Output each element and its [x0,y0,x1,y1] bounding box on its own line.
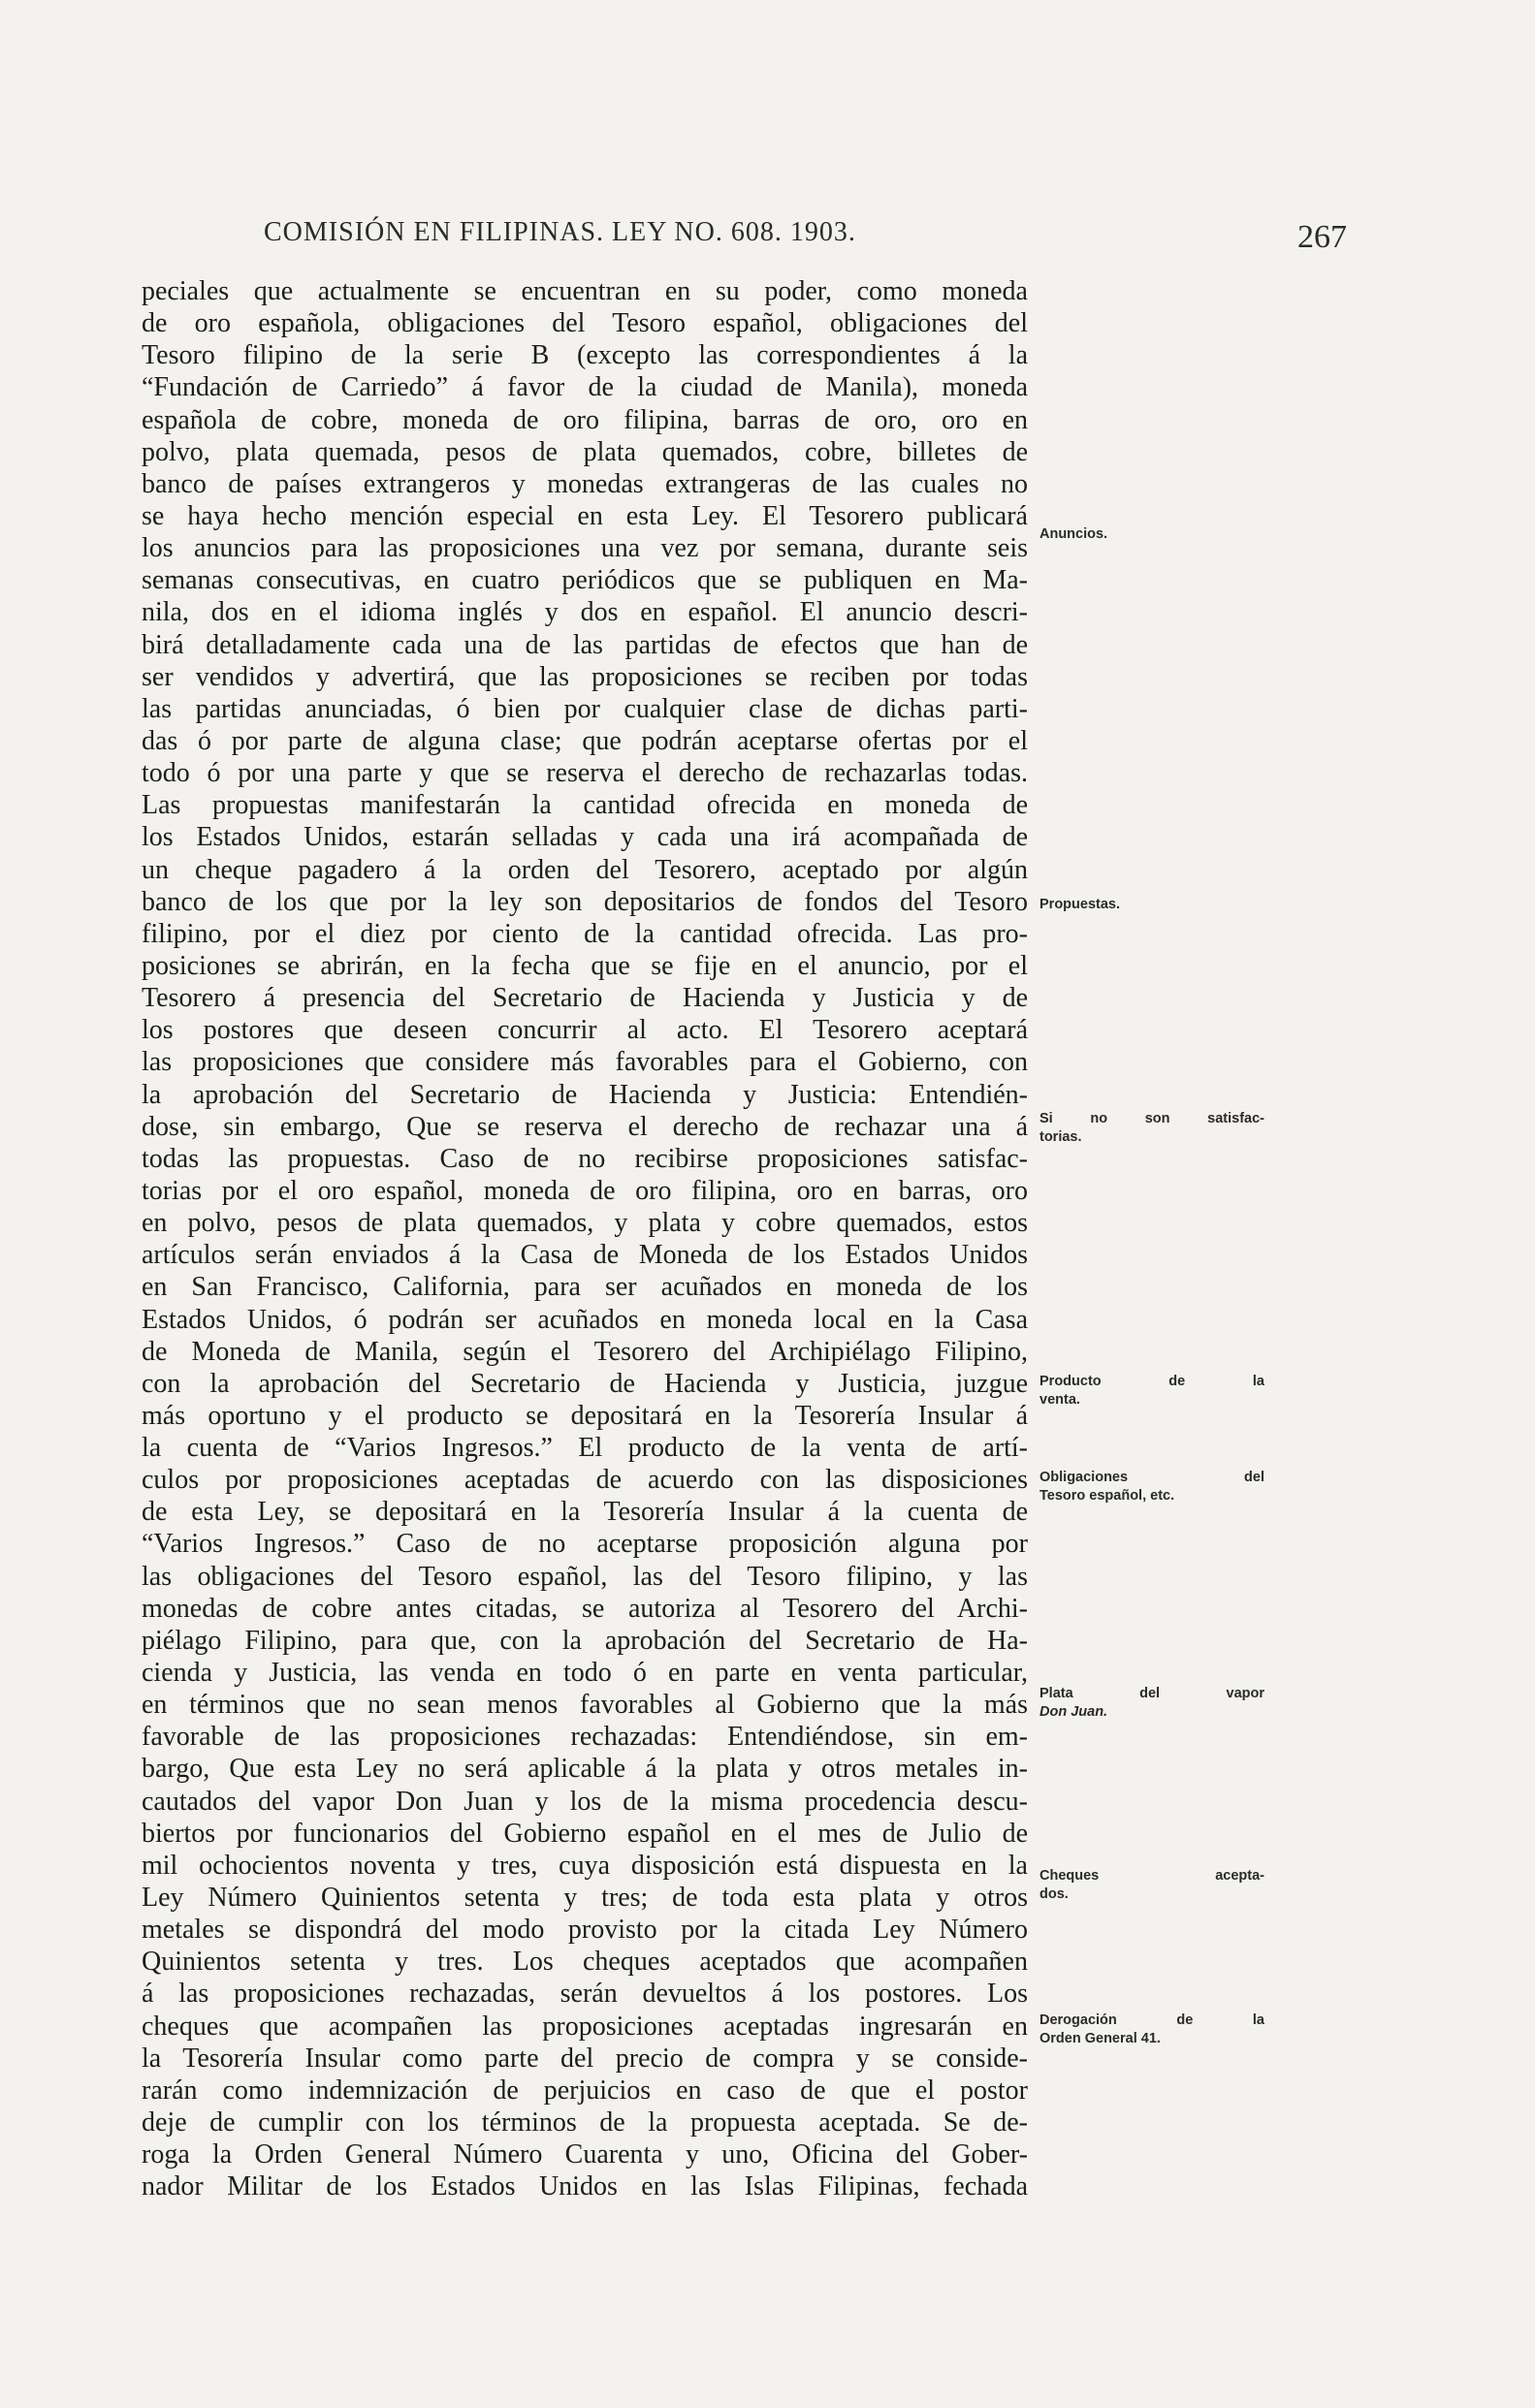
body-line: cheques que acompañen las proposiciones aceptadas ingresarán en [142,2011,1028,2042]
body-line: la Tesorería Insular como parte del precio de compra y se conside- [142,2043,1028,2074]
body-line: rarán como indemnización de perjuicios en caso de que el postor [142,2075,1028,2106]
margin-note-line: Producto de la [1039,1374,1264,1389]
body-line: más oportuno y el producto se depositará en la Tesorería Insular á [142,1400,1028,1431]
body-line: Tesorero á presencia del Secretario de Hacienda y Justicia y de [142,983,1028,1014]
body-line: Quinientos setenta y tres. Los cheques aceptados que acompañen [142,1947,1028,1978]
body-line: nador Militar de los Estados Unidos en las Islas Filipinas, fechada [142,2171,1028,2202]
margin-note-line: Obligaciones del [1039,1470,1264,1485]
body-line: las proposiciones que considere más favorables para el Gobierno, con [142,1047,1028,1078]
margin-note-line: Orden General 41. [1039,2031,1161,2046]
body-line: semanas consecutivas, en cuatro periódicos que se publiquen en Ma- [142,565,1028,596]
body-line: “Varios Ingresos.” Caso de no aceptarse proposición alguna por [142,1529,1028,1560]
margin-note-line: dos. [1039,1886,1069,1902]
body-line: biertos por funcionarios del Gobierno español en el mes de Julio de [142,1818,1028,1849]
body-line: á las proposiciones rechazadas, serán devueltos á los postores. Los [142,1979,1028,2010]
body-line: birá detalladamente cada una de las partidas de efectos que han de [142,629,1028,660]
body-line: nila, dos en el idioma inglés y dos en español. El anuncio descri- [142,597,1028,628]
body-line: con la aprobación del Secretario de Hacienda y Justicia, juzgue [142,1368,1028,1399]
body-line: piélago Filipino, para que, con la aprobación del Secretario de Ha- [142,1625,1028,1656]
body-line: cautados del vapor Don Juan y los de la misma procedencia descu- [142,1786,1028,1817]
body-line: Tesoro filipino de la serie B (excepto las correspondientes á la [142,340,1028,371]
body-line: un cheque pagadero á la orden del Tesorero, aceptado por algún [142,854,1028,885]
body-line: en términos que no sean menos favorables al Gobierno que la más [142,1690,1028,1721]
body-line: metales se dispondrá del modo provisto por la citada Ley Número [142,1915,1028,1946]
body-line: la aprobación del Secretario de Hacienda y Justicia: Entendién- [142,1079,1028,1110]
body-line: mil ochocientos noventa y tres, cuya disposición está dispuesta en la [142,1850,1028,1881]
body-line: “Fundación de Carriedo” á favor de la ciudad de Manila), moneda [142,372,1028,403]
body-line: los Estados Unidos, estarán selladas y cada una irá acompañada de [142,822,1028,853]
body-line: de Moneda de Manila, según el Tesorero del Archipiélago Filipino, [142,1336,1028,1367]
body-line: de oro española, obligaciones del Tesoro español, obligaciones del [142,308,1028,339]
body-line: posiciones se abrirán, en la fecha que se fije en el anuncio, por el [142,950,1028,981]
body-line: monedas de cobre antes citadas, se autoriza al Tesorero del Archi- [142,1593,1028,1624]
margin-note-line: Anuncios. [1039,526,1108,542]
body-line: de esta Ley, se depositará en la Tesorería Insular á la cuenta de [142,1497,1028,1528]
body-line: culos por proposiciones aceptadas de acuerdo con las disposiciones [142,1465,1028,1496]
body-line: torias por el oro español, moneda de oro filipina, oro en barras, oro [142,1175,1028,1206]
body-line: das ó por parte de alguna clase; que podrán aceptarse ofertas por el [142,725,1028,756]
body-line: Las propuestas manifestarán la cantidad ofrecida en moneda de [142,790,1028,821]
running-header: COMISIÓN EN FILIPINAS. LEY NO. 608. 1903. [264,217,856,247]
body-line: Ley Número Quinientos setenta y tres; de toda esta plata y otros [142,1883,1028,1914]
margin-note-obligaciones-tesoro [1039,1469,1264,1505]
body-text [142,275,1028,2202]
body-line: las partidas anunciadas, ó bien por cualquier clase de dichas parti- [142,693,1028,724]
body-line: artículos serán enviados á la Casa de Moneda de los Estados Unidos [142,1240,1028,1271]
body-line: la cuenta de “Varios Ingresos.” El producto de la venta de artí- [142,1433,1028,1464]
body-line: polvo, plata quemada, pesos de plata quemados, cobre, billetes de [142,436,1028,467]
body-line: las obligaciones del Tesoro español, las del Tesoro filipino, y las [142,1561,1028,1592]
margin-note-line: Plata del vapor [1039,1686,1264,1701]
margin-note-plata-vapor-don-juan [1039,1685,1264,1722]
body-line: peciales que actualmente se encuentran en su poder, como moneda [142,276,1028,306]
page-number: 267 [1297,219,1347,255]
body-line: todas las propuestas. Caso de no recibirse proposiciones satisfac- [142,1143,1028,1174]
body-line: los anuncios para las proposiciones una vez por semana, durante seis [142,533,1028,564]
margin-note-line: venta. [1039,1392,1080,1408]
margin-note-line: Don Juan. [1039,1704,1108,1720]
body-line: española de cobre, moneda de oro filipina, barras de oro, oro en [142,404,1028,435]
body-line: favorable de las proposiciones rechazadas: Entendiéndose, sin em- [142,1722,1028,1753]
margin-note-producto-de-la-venta [1039,1373,1264,1410]
body-line: banco de países extrangeros y monedas extrangeras de las cuales no [142,468,1028,499]
body-line: roga la Orden General Número Cuarenta y uno, Oficina del Gober- [142,2139,1028,2170]
margin-note-propuestas [1039,896,1264,914]
body-line: cienda y Justicia, las venda en todo ó en parte en venta particular, [142,1658,1028,1689]
body-line: en polvo, pesos de plata quemados, y plata y cobre quemados, estos [142,1208,1028,1239]
margin-note-line: Tesoro español, etc. [1039,1488,1175,1504]
body-line: se haya hecho mención especial en esta Ley. El Tesorero publicará [142,500,1028,531]
body-line: ser vendidos y advertirá, que las proposiciones se reciben por todas [142,661,1028,692]
body-line: todo ó por una parte y que se reserva el derecho de rechazarlas todas. [142,758,1028,789]
body-line: los postores que deseen concurrir al acto. El Tesorero aceptará [142,1015,1028,1046]
body-line: banco de los que por la ley son depositarios de fondos del Tesoro [142,886,1028,917]
margin-note-si-no-son-satisfactorias [1039,1110,1264,1147]
body-line: filipino, por el diez por ciento de la cantidad ofrecida. Las pro- [142,918,1028,949]
body-line: dose, sin embargo, Que se reserva el derecho de rechazar una á [142,1111,1028,1142]
margin-note-line: torias. [1039,1129,1082,1145]
margin-note-line: Propuestas. [1039,897,1120,912]
body-line: bargo, Que esta Ley no será aplicable á la plata y otros metales in- [142,1754,1028,1785]
margin-note-derogacion-orden-41 [1039,2012,1264,2048]
margin-note-line: Si no son satisfac- [1039,1111,1264,1126]
margin-note-line: Derogación de la [1039,2012,1264,2028]
body-line: Estados Unidos, ó podrán ser acuñados en moneda local en la Casa [142,1304,1028,1335]
margin-note-anuncios [1039,525,1264,544]
margin-note-cheques-aceptados [1039,1867,1264,1904]
body-line: en San Francisco, California, para ser acuñados en moneda de los [142,1272,1028,1303]
margin-note-line: Cheques acepta- [1039,1868,1264,1884]
body-line: deje de cumplir con los términos de la propuesta aceptada. Se de- [142,2107,1028,2139]
